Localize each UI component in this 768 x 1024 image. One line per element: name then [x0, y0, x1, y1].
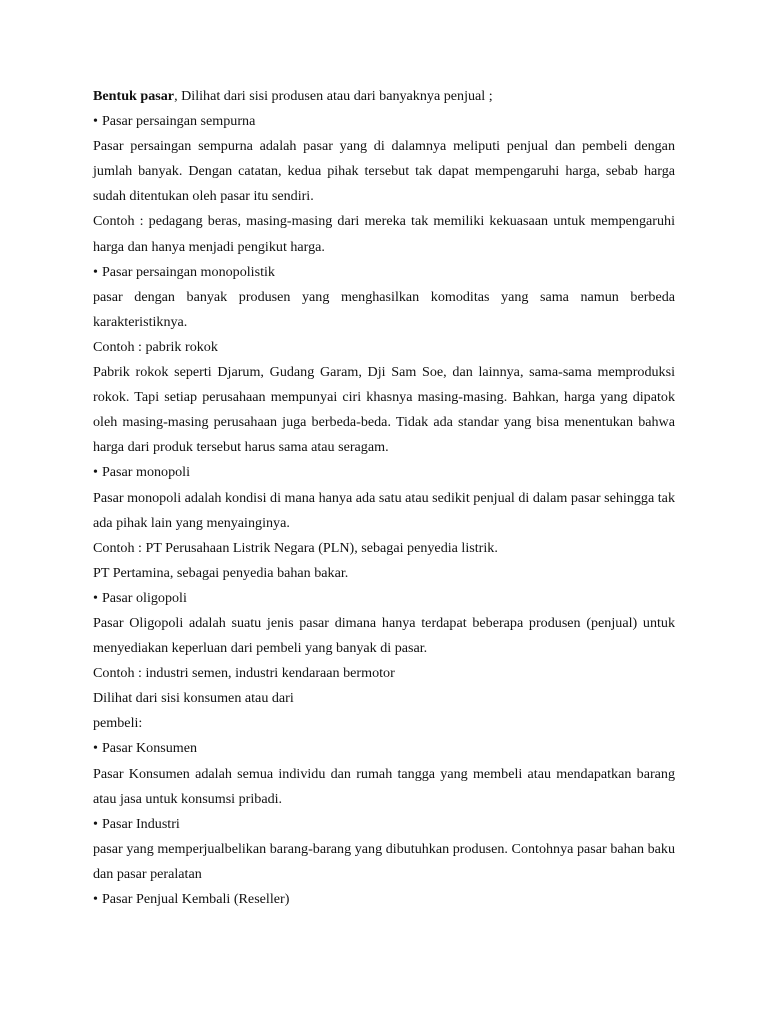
paragraph: Pasar persaingan sempurna adalah pasar yang di dalamnya meliputi penjual dan pembeli dengan jumlah banyak. Dengan catatan, kedua pihak tersebut tak dapat mempengaruhi harga, sebab harga sudah ditentukan oleh pasar itu sendiri.	[93, 138, 675, 205]
paragraph: pasar dengan banyak produsen yang menghasilkan komoditas yang sama namun berbeda karakteristiknya.	[93, 288, 675, 330]
paragraph: Pasar Oligopoli adalah suatu jenis pasar dimana hanya terdapat beberapa produsen (penjual) untuk menyediakan keperluan dari pembeli yang banyak di pasar.	[93, 614, 675, 657]
document-page	[93, 84, 675, 912]
bullet-item	[93, 260, 675, 285]
bullet-item	[93, 109, 675, 134]
paragraph: Contoh : pabrik rokok	[93, 338, 218, 355]
paragraph: Contoh : PT Perusahaan Listrik Negara (PLN), sebagai penyedia listrik.	[93, 539, 498, 556]
bullet-text: Pasar monopoli	[101, 464, 191, 481]
bullet-icon: •	[93, 464, 98, 481]
bullet-icon: •	[93, 740, 98, 757]
paragraph: Pabrik rokok seperti Djarum, Gudang Garam, Dji Sam Soe, dan lainnya, sama-sama memproduksi rokok. Tapi setiap perusahaan mempunyai ciri khasnya masing-masing. Bahkan, harga yang dipatok oleh masing-masing perusahaan juga berbeda-beda. Tidak ada standar yang bisa menentukan bahwa harga dari produk tersebut harus sama atau seragam.	[93, 364, 675, 456]
heading-rest: , Dilihat dari sisi produsen atau dari banyaknya penjual ;	[174, 88, 493, 104]
bullet-text: Pasar Industri	[101, 815, 180, 832]
bullet-icon: •	[93, 113, 98, 130]
bullet-text: Pasar oligopoli	[101, 589, 187, 606]
paragraph: pasar yang memperjualbelikan barang-barang yang dibutuhkan produsen. Contohnya pasar bahan baku dan pasar peralatan	[93, 840, 675, 882]
bullet-text: Pasar persaingan monopolistik	[101, 263, 275, 280]
paragraph: Contoh : pedagang beras, masing-masing dari mereka tak memiliki kekuasaan untuk mempengaruhi harga dan hanya menjadi pengikut harga.	[93, 213, 675, 255]
bullet-item	[93, 586, 675, 611]
bullet-icon: •	[93, 589, 98, 606]
paragraph: PT Pertamina, sebagai penyedia bahan bakar.	[93, 564, 349, 581]
bullet-text: Pasar Penjual Kembali (Reseller)	[101, 891, 290, 907]
bullet-item	[93, 460, 675, 485]
bullet-text: Pasar persaingan sempurna	[101, 113, 256, 130]
paragraph: Pasar Konsumen adalah semua individu dan rumah tangga yang membeli atau mendapatkan barang atau jasa untuk konsumsi pribadi.	[93, 765, 675, 807]
paragraph: Pasar monopoli adalah kondisi di mana hanya ada satu atau sedikit penjual di dalam pasar sehingga tak ada pihak lain yang menyainginya.	[93, 489, 675, 531]
heading-bold-term: Bentuk pasar	[93, 88, 175, 104]
bullet-item	[93, 736, 675, 761]
document-heading	[93, 84, 675, 109]
paragraph: pembeli:	[93, 715, 143, 732]
bullet-icon: •	[93, 263, 98, 280]
paragraph: Contoh : industri semen, industri kendaraan bermotor	[93, 665, 395, 682]
paragraph: Dilihat dari sisi konsumen atau dari	[93, 690, 294, 707]
bullet-icon: •	[93, 891, 98, 907]
bullet-icon: •	[93, 815, 98, 832]
bullet-text: Pasar Konsumen	[101, 740, 198, 757]
bullet-item	[93, 812, 675, 837]
bullet-item	[93, 887, 675, 912]
